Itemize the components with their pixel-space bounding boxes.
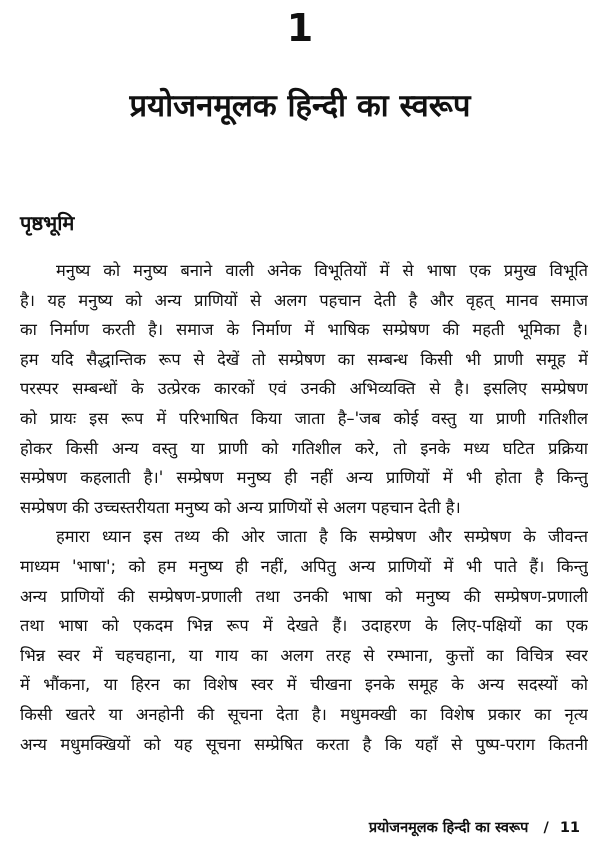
text-line: किसी खतरे या अनहोनी की सूचना देता है। मधुमक्खी का विशेष प्रकार का नृत्य — [20, 704, 588, 724]
chapter-number: 1 — [286, 6, 314, 50]
text-line: का निर्माण करती है। समाज के निर्माण में भाषिक सम्प्रेषण की महती भूमिका है। — [20, 320, 588, 340]
text-line: में भौंकना, या हिरन का विशेष स्वर में चीखना इनके समूह के अन्य सदस्यों को — [20, 675, 588, 695]
text-line: अन्य मधुमक्खियों को यह सूचना सम्प्रेषित करता है कि यहाँ से पुष्प-पराग कितनी — [20, 734, 588, 754]
text-line: मनुष्य को मनुष्य बनाने वाली अनेक विभूतियों में से भाषा एक प्रमुख विभूति — [56, 261, 588, 280]
text-line: हम यदि सैद्धान्तिक रूप से देखें तो सम्प्रेषण का सम्बन्ध किसी भी प्राणी समूह में — [20, 349, 588, 369]
section-heading: पृष्ठभूमि — [20, 211, 75, 235]
text-line: सम्प्रेषण की उच्चस्तरीयता मनुष्य को अन्य प्राणियों से अलग पहचान देती है। — [20, 497, 461, 517]
text-line: तथा भाषा को एकदम भिन्न रूप में देखते हैं। उदाहरण के लिए-पक्षियों का एक — [20, 616, 588, 636]
text-line: माध्यम 'भाषा'; को हम मनुष्य ही नहीं, अपितु अन्य प्राणियों में भी पाते हैं। किन्तु — [20, 556, 588, 576]
text-line: भिन्न स्वर में चहचहाना, या गाय का अलग तरह से रम्भाना, कुत्तों का विचित्र स्वर — [20, 645, 588, 665]
running-footer — [369, 817, 580, 839]
text-line: परस्पर सम्बन्धों के उत्प्रेरक कारकों एवं उनकी अभिव्यक्ति से है। इसलिए सम्प्रेषण — [20, 379, 588, 399]
text-line: को प्रायः इस रूप में परिभाषित किया जाता है–'जब कोई वस्तु या प्राणी गतिशील — [20, 408, 588, 428]
text-line: सम्प्रेषण कहलाती है।' सम्प्रेषण मनुष्य ही नहीं अन्य प्राणियों में भी होता है किन्तु — [20, 468, 588, 488]
footer-running-title: प्रयोजनमूलक हिन्दी का स्वरूप — [368, 820, 529, 836]
text-line: होकर किसी अन्य वस्तु या प्राणी को गतिशील करे, तो इनके मध्य घटित प्रक्रिया — [20, 438, 588, 458]
text-line: है। यह मनुष्य को अन्य प्राणियों से अलग पहचान देती है और वृहत् मानव समाज — [20, 290, 588, 310]
body-text — [20, 256, 588, 759]
footer-separator: / — [543, 820, 549, 836]
chapter-title: प्रयोजनमूलक हिन्दी का स्वरूप — [129, 88, 471, 124]
page-number: 11 — [559, 820, 580, 836]
text-line: अन्य प्राणियों की सम्प्रेषण-प्रणाली तथा उनकी भाषा को मनुष्य की सम्प्रेषण-प्रणाली — [20, 586, 588, 606]
text-line: हमारा ध्यान इस तथ्य की ओर जाता है कि सम्प्रेषण और सम्प्रेषण के जीवन्त — [56, 527, 588, 547]
